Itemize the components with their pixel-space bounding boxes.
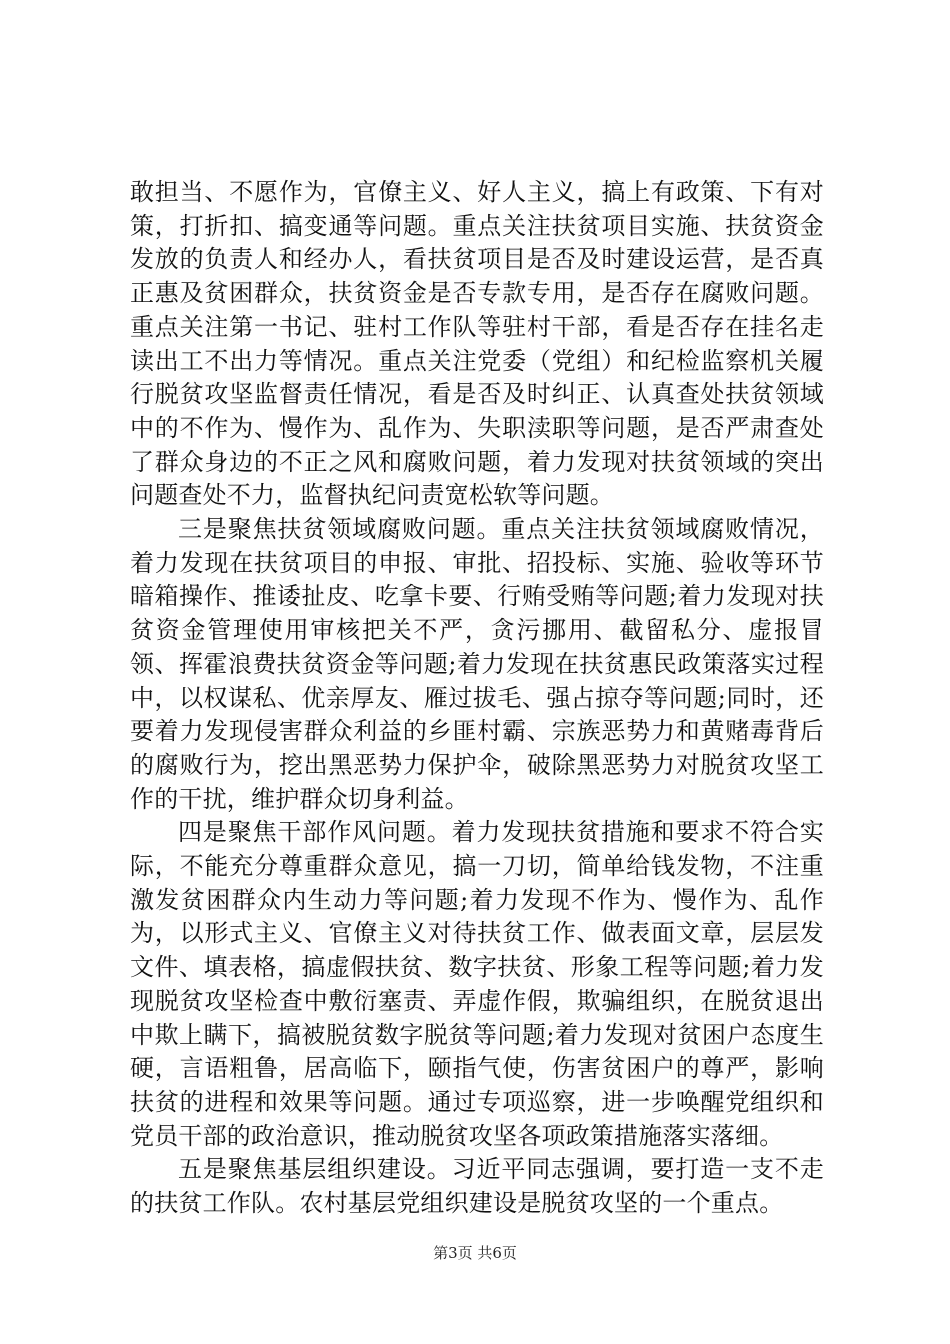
paragraph-item-five: 五是聚焦基层组织建设。习近平同志强调，要打造一支不走的扶贫工作队。农村基层党组织建设是脱贫攻坚的一个重点。 — [130, 1155, 824, 1218]
paragraph-item-four: 四是聚焦干部作风问题。着力发现扶贫措施和要求不符合实际，不能充分尊重群众意见，搞一刀切，简单给钱发物，不注重激发贫困群众内生动力等问题;着力发现不作为、慢作为、乱作为，以形式主义、官僚主义对待扶贫工作、做表面文章，层层发文件、填表格，搞虚假扶贫、数字扶贫、形象工程等问题;着力发现脱贫攻坚检查中敷衍塞责、弄虚作假，欺骗组织，在脱贫退出中欺上瞒下，搞被脱贫数字脱贫等问题;着力发现对贫困户态度生硬，言语粗鲁，居高临下，颐指气使，伤害贫困户的尊严，影响扶贫的进程和效果等问题。通过专项巡察，进一步唤醒党组织和党员干部的政治意识，推动脱贫攻坚各项政策措施落实落细。 — [130, 818, 824, 1150]
paragraph-item-three: 三是聚焦扶贫领域腐败问题。重点关注扶贫领域腐败情况，着力发现在扶贫项目的申报、审批、招投标、实施、验收等环节暗箱操作、推诿扯皮、吃拿卡要、行贿受贿等问题;着力发现对扶贫资金管理使用审核把关不严，贪污挪用、截留私分、虚报冒领、挥霍浪费扶贫资金等问题;着力发现在扶贫惠民政策落实过程中，以权谋私、优亲厚友、雁过拔毛、强占掠夺等问题;同时，还要着力发现侵害群众利益的乡匪村霸、宗族恶势力和黄赌毒背后的腐败行为，挖出黑恶势力保护伞，破除黑恶势力对脱贫攻坚工作的干扰，维护群众切身利益。 — [130, 515, 824, 813]
page-footer — [0, 1243, 950, 1263]
page-number-label: 第3页 共6页 — [433, 1244, 517, 1262]
paragraph-continued: 敢担当、不愿作为，官僚主义、好人主义，搞上有政策、下有对策，打折扣、搞变通等问题。重点关注扶贫项目实施、扶贫资金发放的负责人和经办人，看扶贫项目是否及时建设运营，是否真正惠及贫困群众，扶贫资金是否专款专用，是否存在腐败问题。重点关注第一书记、驻村工作队等驻村干部，看是否存在挂名走读出工不出力等情况。重点关注党委（党组）和纪检监察机关履行脱贫攻坚监督责任情况，看是否及时纠正、认真查处扶贫领域中的不作为、慢作为、乱作为、失职渎职等问题，是否严肃查处了群众身边的不正之风和腐败问题，着力发现对扶贫领域的突出问题查处不力，监督执纪问责宽松软等问题。 — [130, 178, 824, 510]
document-body — [130, 176, 824, 1221]
